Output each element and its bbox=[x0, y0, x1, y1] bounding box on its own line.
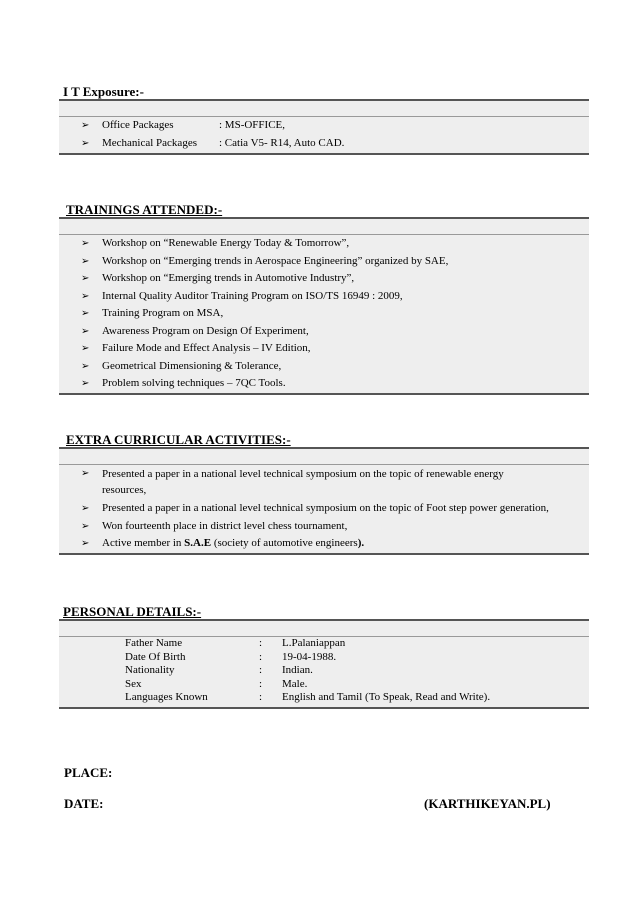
list-item bbox=[59, 235, 589, 253]
training-text: Internal Quality Auditor Training Program on ISO/TS 16949 : 2009, bbox=[102, 289, 403, 302]
personal-value: Indian. bbox=[282, 664, 313, 676]
personal-label: Date Of Birth bbox=[125, 650, 186, 663]
list-item bbox=[59, 340, 589, 358]
it-label: Office Packages bbox=[102, 119, 174, 131]
activity-bold-text: S.A.E bbox=[184, 537, 212, 549]
trainings-heading: TRAININGS ATTENDED:- bbox=[66, 202, 223, 217]
bullet-arrow-icon: ➢ bbox=[81, 503, 90, 514]
bullet-arrow-icon: ➢ bbox=[81, 343, 90, 354]
personal-label: Languages Known bbox=[125, 691, 208, 703]
training-text: Workshop on “Emerging trends in Automotive Industry”, bbox=[102, 272, 355, 284]
signature-name: (KARTHIKEYAN.PL) bbox=[424, 796, 551, 811]
bullet-arrow-icon: ➢ bbox=[81, 538, 90, 549]
training-text: Awareness Program on Design Of Experiment, bbox=[102, 324, 309, 337]
training-text: Training Program on MSA, bbox=[102, 307, 224, 319]
list-item bbox=[59, 305, 589, 323]
trainings-box bbox=[59, 217, 589, 395]
bullet-arrow-icon: ➢ bbox=[81, 520, 90, 532]
personal-separator: : bbox=[259, 677, 263, 690]
personal-row bbox=[59, 637, 589, 651]
list-item bbox=[59, 500, 589, 518]
training-text: Workshop on “Renewable Energy Today & Tomorrow”, bbox=[102, 237, 350, 249]
it-label: Mechanical Packages bbox=[102, 136, 197, 149]
bullet-arrow-icon: ➢ bbox=[81, 238, 90, 249]
it-exposure-heading: I T Exposure:- bbox=[63, 84, 144, 99]
personal-value: English and Tamil (To Speak, Read and Write). bbox=[282, 691, 491, 703]
training-text: Failure Mode and Effect Analysis – IV Edition, bbox=[102, 342, 311, 354]
activity-bold-text: ). bbox=[357, 537, 365, 549]
activity-text: Presented a paper in a national level technical symposium on the topic of Foot step power generation, bbox=[102, 502, 549, 514]
extra-curricular-box bbox=[59, 447, 589, 555]
personal-separator: : bbox=[259, 691, 263, 703]
personal-row bbox=[59, 691, 589, 705]
list-item bbox=[59, 535, 589, 553]
activity-text: Active member in bbox=[102, 537, 185, 549]
list-item bbox=[59, 270, 589, 288]
it-exposure-section bbox=[59, 84, 589, 155]
it-value: : Catia V5- R14, Auto CAD. bbox=[219, 136, 345, 149]
activity-text: (society of automotive engineers bbox=[211, 537, 358, 549]
bullet-arrow-icon: ➢ bbox=[81, 360, 90, 372]
personal-separator: : bbox=[259, 637, 263, 649]
personal-details-section bbox=[59, 604, 589, 709]
list-item bbox=[59, 288, 589, 306]
bullet-arrow-icon: ➢ bbox=[81, 120, 90, 131]
list-item bbox=[59, 323, 589, 341]
it-exposure-row bbox=[59, 117, 589, 135]
it-exposure-row bbox=[59, 135, 589, 153]
personal-row bbox=[59, 651, 589, 665]
personal-row bbox=[59, 678, 589, 692]
personal-label: Sex bbox=[125, 677, 142, 690]
list-item bbox=[59, 375, 589, 393]
bullet-arrow-icon: ➢ bbox=[81, 273, 90, 284]
list-item bbox=[59, 253, 589, 271]
date-label: DATE: bbox=[64, 796, 104, 811]
training-text: Problem solving techniques – 7QC Tools. bbox=[102, 377, 286, 389]
training-text: Workshop on “Emerging trends in Aerospace Engineering” organized by SAE, bbox=[102, 254, 449, 267]
trainings-section bbox=[59, 202, 589, 395]
training-text: Geometrical Dimensioning & Tolerance, bbox=[102, 359, 282, 372]
personal-label: Nationality bbox=[125, 664, 175, 676]
bullet-arrow-icon: ➢ bbox=[81, 308, 90, 319]
it-exposure-box bbox=[59, 99, 589, 155]
list-item bbox=[59, 358, 589, 376]
extra-curricular-heading: EXTRA CURRICULAR ACTIVITIES:- bbox=[66, 432, 291, 447]
place-label: PLACE: bbox=[64, 765, 113, 780]
personal-value: L.Palaniappan bbox=[282, 637, 346, 649]
bullet-arrow-icon: ➢ bbox=[81, 290, 90, 302]
bullet-arrow-icon: ➢ bbox=[81, 378, 90, 389]
bullet-arrow-icon: ➢ bbox=[81, 468, 90, 479]
it-value: : MS-OFFICE, bbox=[219, 119, 286, 131]
bullet-arrow-icon: ➢ bbox=[81, 137, 90, 149]
personal-value: 19-04-1988. bbox=[282, 650, 337, 663]
bullet-arrow-icon: ➢ bbox=[81, 255, 90, 267]
list-item bbox=[59, 518, 589, 536]
list-item bbox=[59, 465, 589, 500]
activity-text: Presented a paper in a national level technical symposium on the topic of renewable energy resources, bbox=[102, 468, 504, 496]
personal-row bbox=[59, 664, 589, 678]
personal-label: Father Name bbox=[125, 637, 183, 649]
bullet-arrow-icon: ➢ bbox=[81, 325, 90, 337]
personal-details-box bbox=[59, 619, 589, 709]
personal-details-heading: PERSONAL DETAILS:- bbox=[63, 604, 202, 619]
extra-curricular-section bbox=[59, 432, 589, 555]
personal-separator: : bbox=[259, 664, 263, 676]
activity-text: Won fourteenth place in district level chess tournament, bbox=[102, 519, 348, 532]
personal-separator: : bbox=[259, 650, 263, 663]
personal-value: Male. bbox=[282, 677, 308, 690]
